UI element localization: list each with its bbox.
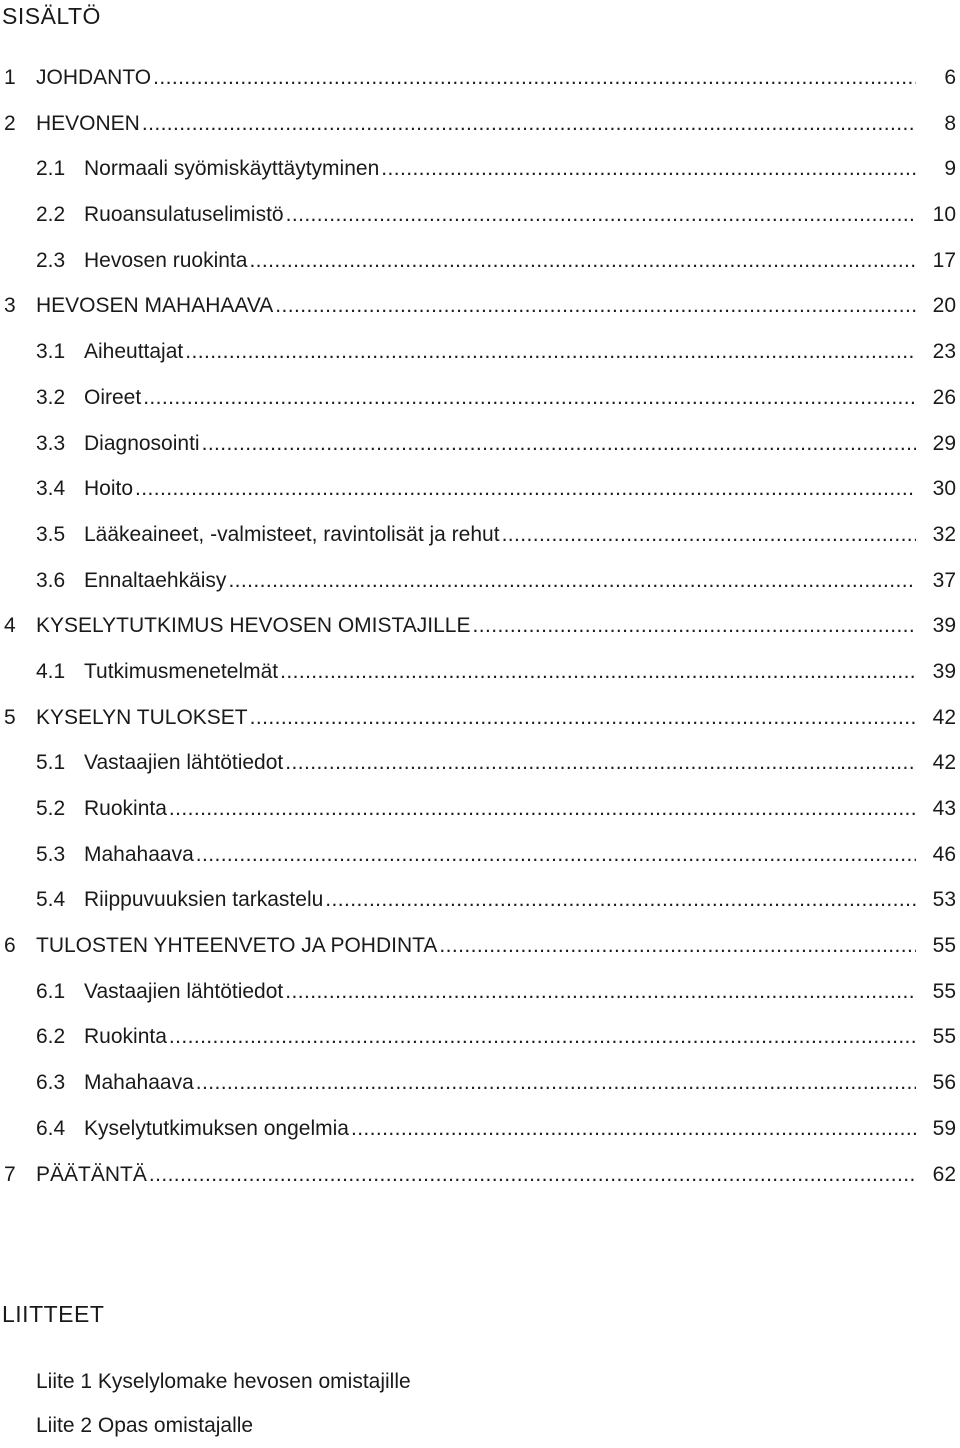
toc-entry-page: 43 (932, 797, 956, 820)
toc-entry-number: 5.3 (36, 842, 66, 866)
toc-entry[interactable] (0, 832, 960, 878)
toc-entry-title: Hevosen ruokinta (84, 248, 248, 272)
toc-entry-title: Kyselytutkimuksen ongelmia (84, 1116, 349, 1140)
dot-leader (135, 466, 916, 512)
toc-entry[interactable] (0, 421, 960, 467)
page-title: SISÄLTÖ (2, 3, 101, 29)
toc-entry-number: 2 (4, 111, 16, 135)
toc-entry[interactable] (0, 1152, 960, 1198)
dot-leader (169, 1014, 916, 1060)
dot-leader (196, 1060, 916, 1106)
toc-entry[interactable] (0, 1106, 960, 1152)
toc-entry-number: 1 (4, 66, 16, 89)
toc-entry-title: Vastaajien lähtötiedot (84, 751, 284, 775)
dot-leader (249, 238, 916, 284)
dot-leader (153, 55, 916, 101)
toc-entry-page: 55 (932, 934, 956, 958)
toc-entry-number: 6.2 (36, 1025, 66, 1049)
toc-entry-title: Normaali syömiskäyttäytyminen (84, 157, 380, 181)
toc-entry[interactable] (0, 969, 960, 1015)
toc-entry-number: 4 (4, 614, 16, 638)
toc-entry[interactable] (0, 877, 960, 923)
table-of-contents (0, 55, 960, 1197)
toc-entry-number: 3.1 (36, 340, 66, 364)
dot-leader (325, 877, 916, 923)
toc-entry-page: 39 (932, 659, 956, 683)
toc-entry[interactable] (0, 649, 960, 695)
toc-entry-number: 6.4 (36, 1116, 66, 1140)
dot-leader (202, 421, 916, 467)
toc-entry[interactable] (0, 786, 960, 832)
toc-entry-number: 6 (4, 934, 16, 958)
toc-entry-title: Ruokinta (84, 1025, 167, 1049)
toc-entry-number: 2.1 (36, 157, 66, 181)
toc-entry-number: 7 (4, 1162, 16, 1186)
toc-entry-title: Vastaajien lähtötiedot (84, 979, 284, 1003)
toc-entry-page: 55 (932, 1025, 956, 1049)
toc-entry-number: 6.3 (36, 1071, 66, 1095)
toc-entry-page: 46 (932, 842, 956, 866)
dot-leader (228, 558, 916, 604)
toc-entry[interactable] (0, 740, 960, 786)
toc-entry[interactable] (0, 603, 960, 649)
toc-entry[interactable] (0, 283, 960, 329)
toc-entry-title: Tutkimusmenetelmät (84, 659, 279, 683)
appendix-item: Liite 2 Opas omistajalle (36, 1414, 254, 1437)
toc-entry-number: 3.3 (36, 431, 66, 455)
dot-leader (439, 923, 916, 969)
toc-entry-page: 42 (932, 751, 956, 775)
toc-entry[interactable] (0, 192, 960, 238)
toc-entry-number: 5.2 (36, 797, 66, 820)
toc-entry-page: 8 (944, 111, 956, 135)
toc-entry-title: HEVOSEN MAHAHAAVA (36, 294, 274, 318)
toc-entry-number: 4.1 (36, 659, 66, 683)
toc-entry-title: Hoito (84, 477, 134, 501)
toc-entry-title: Lääkeaineet, -valmisteet, ravintolisät ja rehut (84, 522, 500, 546)
toc-entry-title: TULOSTEN YHTEENVETO JA POHDINTA (36, 934, 438, 958)
toc-entry-page: 53 (932, 888, 956, 912)
toc-entry-title: KYSELYTUTKIMUS HEVOSEN OMISTAJILLE (36, 614, 471, 638)
toc-entry[interactable] (0, 375, 960, 421)
toc-entry-page: 42 (932, 705, 956, 729)
toc-entry-title: KYSELYN TULOKSET (36, 705, 248, 729)
toc-entry-page: 30 (932, 477, 956, 501)
toc-entry-page: 62 (932, 1162, 956, 1186)
toc-entry-number: 2.2 (36, 203, 66, 227)
toc-entry-title: HEVONEN (36, 111, 140, 135)
dot-leader (502, 512, 916, 558)
dot-leader (169, 786, 916, 832)
toc-entry[interactable] (0, 695, 960, 741)
toc-entry-title: Ruoansulatuselimistö (84, 203, 284, 227)
toc-entry[interactable] (0, 558, 960, 604)
dot-leader (381, 146, 916, 192)
toc-entry-page: 29 (932, 431, 956, 455)
toc-entry-title: Ruokinta (84, 797, 167, 820)
toc-entry-title: Riippuvuuksien tarkastelu (84, 888, 324, 912)
toc-entry-page: 17 (932, 248, 956, 272)
toc-entry[interactable] (0, 238, 960, 284)
toc-entry[interactable] (0, 512, 960, 558)
toc-entry-title: PÄÄTÄNTÄ (36, 1162, 147, 1186)
toc-entry[interactable] (0, 1060, 960, 1106)
dot-leader (142, 101, 916, 147)
dot-leader (196, 832, 916, 878)
toc-entry-page: 26 (932, 385, 956, 409)
dot-leader (185, 329, 916, 375)
toc-entry[interactable] (0, 329, 960, 375)
toc-entry-title: Ennaltaehkäisy (84, 568, 227, 592)
dot-leader (285, 969, 916, 1015)
toc-entry[interactable] (0, 466, 960, 512)
toc-entry-number: 3.5 (36, 522, 66, 546)
toc-entry-number: 5.4 (36, 888, 66, 912)
dot-leader (280, 649, 916, 695)
toc-entry-number: 3 (4, 294, 16, 318)
toc-entry-number: 3.2 (36, 385, 66, 409)
appendix-title: LIITTEET (2, 1301, 105, 1327)
toc-entry[interactable] (0, 1014, 960, 1060)
toc-entry-title: Mahahaava (84, 842, 194, 866)
toc-entry-page: 32 (932, 522, 956, 546)
dot-leader (473, 603, 917, 649)
toc-entry-page: 59 (932, 1116, 956, 1140)
dot-leader (286, 192, 916, 238)
toc-entry[interactable] (0, 146, 960, 192)
dot-leader (250, 695, 916, 741)
toc-entry-page: 20 (932, 294, 956, 318)
dot-leader (275, 283, 916, 329)
toc-entry-page: 37 (932, 568, 956, 592)
dot-leader (351, 1106, 916, 1152)
toc-entry-page: 39 (932, 614, 956, 638)
toc-entry-title: Diagnosointi (84, 431, 200, 455)
toc-entry-page: 9 (944, 157, 956, 181)
toc-entry-page: 6 (944, 66, 956, 89)
toc-entry-number: 3.6 (36, 568, 66, 592)
toc-entry[interactable] (0, 923, 960, 969)
toc-entry-number: 6.1 (36, 979, 66, 1003)
toc-entry-page: 10 (932, 203, 956, 227)
toc-entry-number: 3.4 (36, 477, 66, 501)
toc-entry-title: Oireet (84, 385, 142, 409)
appendix-list (36, 1360, 411, 1448)
toc-entry-number: 5.1 (36, 751, 66, 775)
toc-entry-number: 5 (4, 705, 16, 729)
appendix-item: Liite 1 Kyselylomake hevosen omistajille (36, 1370, 411, 1393)
toc-entry-title: JOHDANTO (36, 66, 152, 89)
toc-entry-title: Mahahaava (84, 1071, 194, 1095)
toc-entry-title: Aiheuttajat (84, 340, 184, 364)
toc-entry-page: 56 (932, 1071, 956, 1095)
dot-leader (149, 1152, 916, 1198)
toc-entry-number: 2.3 (36, 248, 66, 272)
dot-leader (285, 740, 916, 786)
toc-entry[interactable] (0, 55, 960, 101)
toc-entry-page: 55 (932, 979, 956, 1003)
toc-entry-page: 23 (932, 340, 956, 364)
toc-entry[interactable] (0, 101, 960, 147)
dot-leader (143, 375, 916, 421)
